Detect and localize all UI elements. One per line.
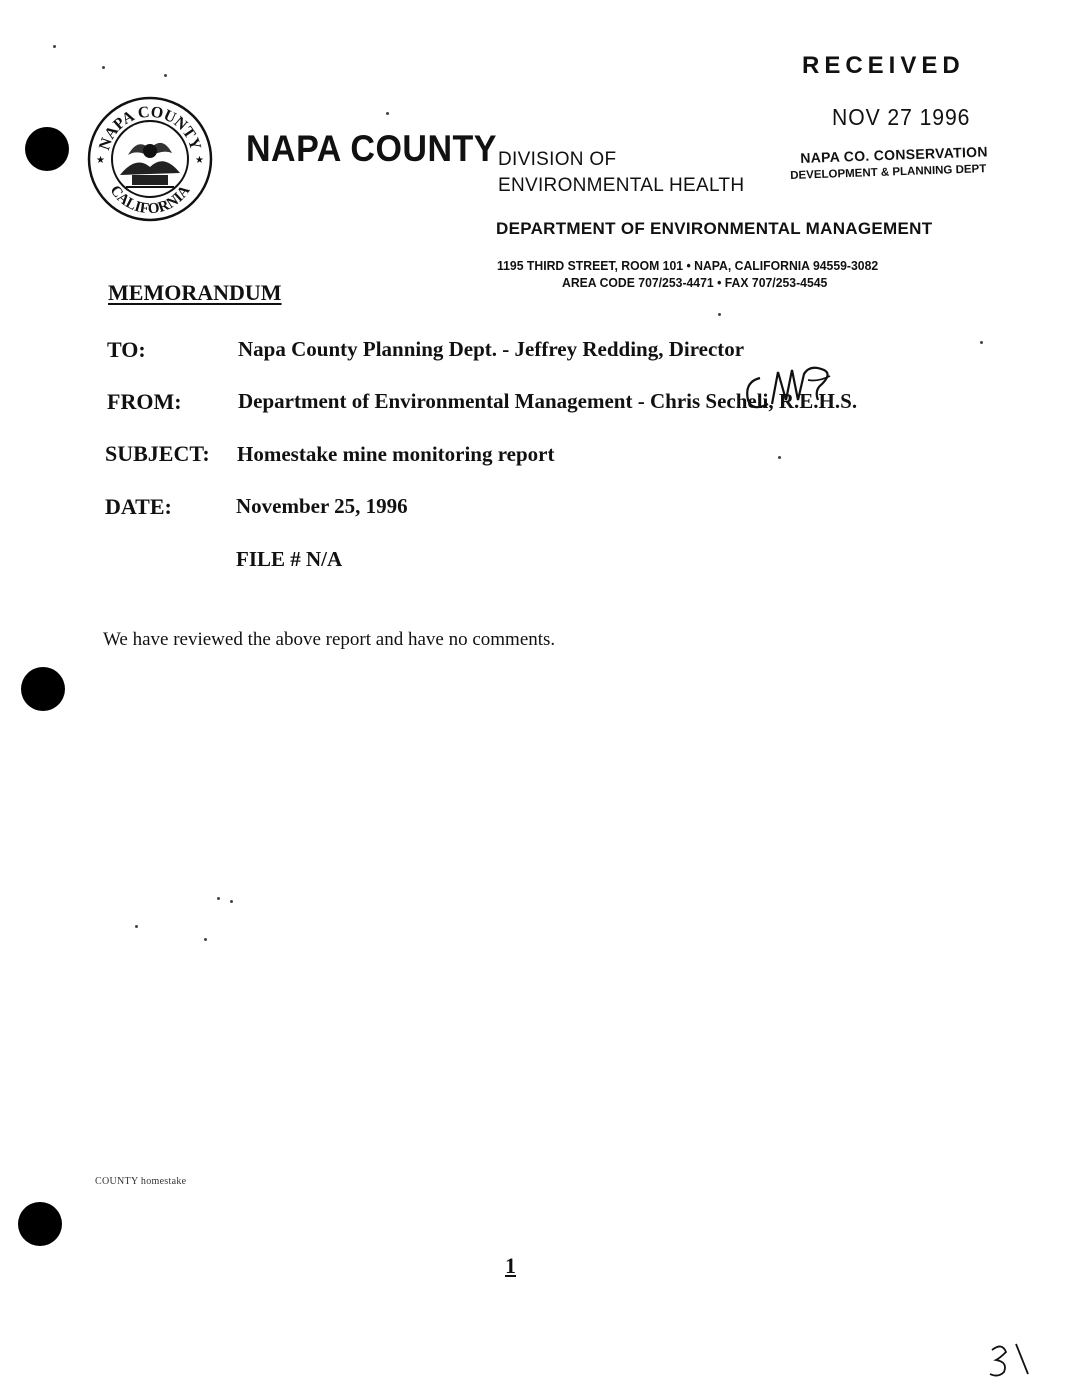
punch-hole-bottom: [18, 1202, 62, 1246]
punch-hole-top: [25, 127, 69, 171]
stamp-agency-line-2: DEVELOPMENT & PLANNING DEPT: [790, 163, 987, 182]
address-line-2: AREA CODE 707/253-4471 • FAX 707/253-4545: [562, 275, 828, 290]
to-label: TO:: [107, 337, 146, 362]
scan-speck: [386, 112, 389, 115]
division-name: [498, 147, 744, 199]
svg-text:CALIFORNIA: CALIFORNIA: [106, 182, 194, 218]
scan-speck: [778, 456, 781, 459]
scan-speck: [102, 66, 105, 69]
page-number: 1: [505, 1253, 516, 1278]
scan-speck: [204, 938, 207, 941]
scan-speck: [980, 341, 983, 344]
address-line-1: 1195 THIRD STREET, ROOM 101 • NAPA, CALIFORNIA 94559-3082: [497, 258, 879, 273]
subject-label: SUBJECT:: [105, 441, 210, 466]
stamp-agency-line-1: NAPA CO. CONSERVATION: [800, 143, 988, 166]
from-value: Department of Environmental Management - Chris Secheli, R.E.H.S.: [238, 389, 858, 413]
scan-speck: [230, 900, 233, 903]
county-title: NAPA COUNTY: [246, 128, 497, 169]
handwritten-page-note: [988, 1340, 1034, 1380]
scan-speck: [135, 925, 138, 928]
file-number: FILE # N/A: [236, 547, 343, 571]
date-value: November 25, 1996: [236, 494, 408, 518]
scan-speck: [217, 897, 220, 900]
memo-heading: MEMORANDUM: [108, 280, 282, 305]
memo-body-text: We have reviewed the above report and have no comments.: [103, 629, 556, 650]
received-stamp: RECEIVED: [802, 52, 965, 79]
handwritten-initials-signature: [738, 360, 838, 422]
subject-value: Homestake mine monitoring report: [237, 442, 555, 466]
from-label: FROM:: [107, 389, 182, 414]
date-label: DATE:: [105, 494, 172, 519]
division-line-2: ENVIRONMENTAL HEALTH: [498, 175, 745, 196]
scan-speck: [718, 313, 721, 316]
scan-speck: [164, 74, 167, 77]
received-date: NOV 27 1996: [832, 104, 971, 130]
county-seal-logo: [86, 95, 214, 223]
svg-text:★: ★: [96, 155, 105, 166]
division-line-1: DIVISION OF: [498, 149, 617, 170]
file-code-footer: COUNTY homestake: [95, 1176, 187, 1187]
svg-text:★: ★: [195, 155, 204, 166]
punch-hole-middle: [21, 667, 65, 711]
scan-speck: [53, 45, 56, 48]
to-value: Napa County Planning Dept. - Jeffrey Redding, Director: [238, 337, 745, 361]
svg-text:NAPA COUNTY: NAPA COUNTY: [96, 103, 204, 153]
department-name: DEPARTMENT OF ENVIRONMENTAL MANAGEMENT: [496, 219, 933, 238]
